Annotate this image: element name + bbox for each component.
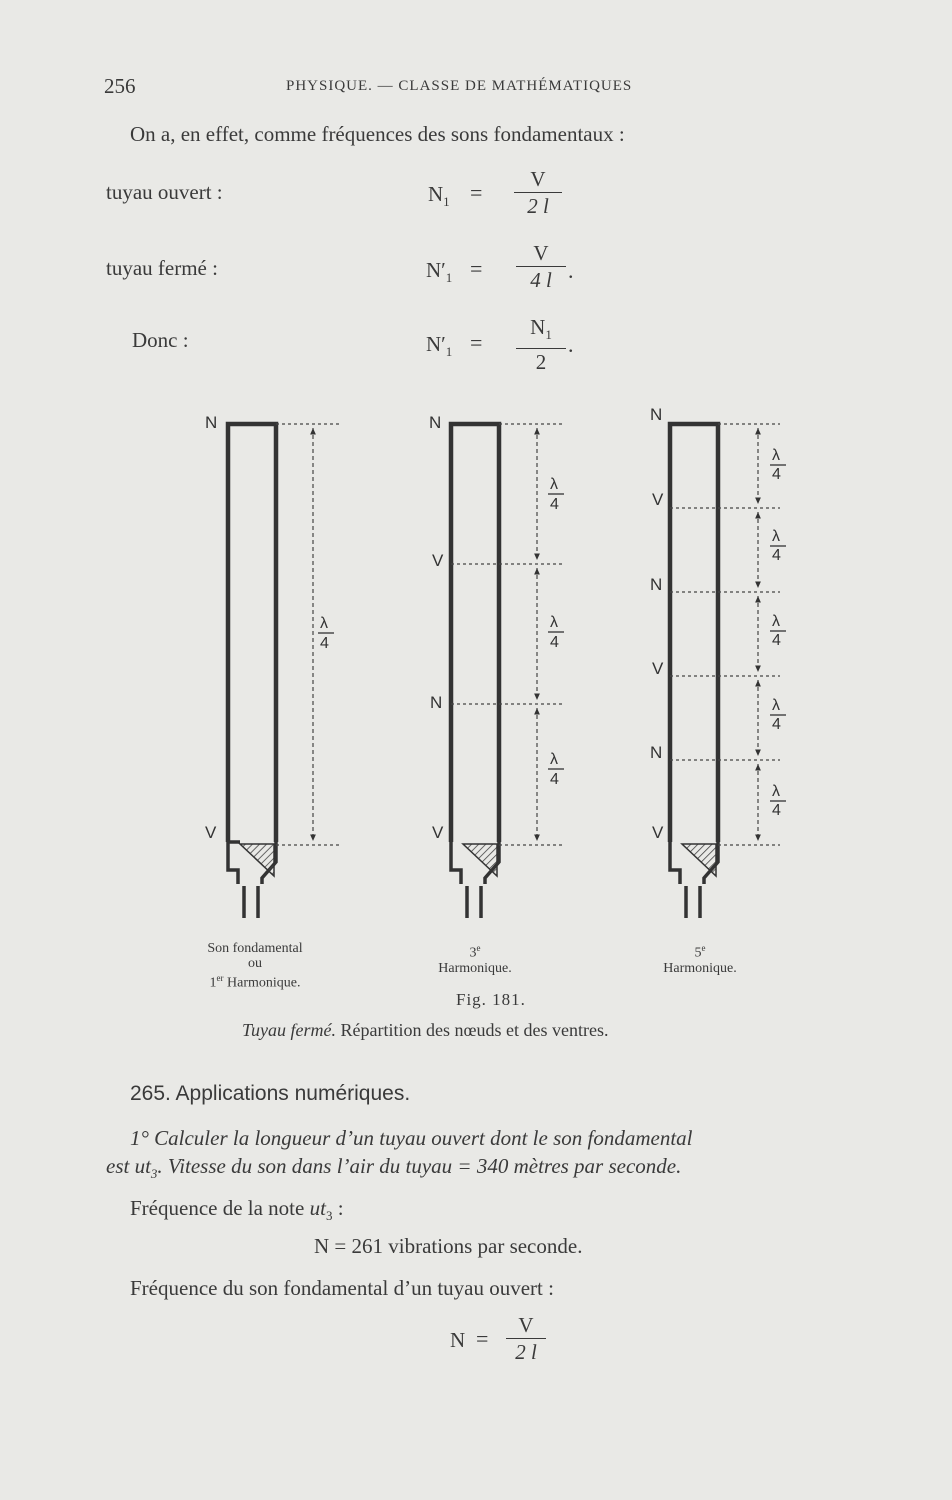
donc-denominator: 2	[535, 350, 547, 375]
antinode-label: V	[205, 823, 217, 842]
four-label: 4	[550, 634, 559, 651]
four-label: 4	[550, 496, 559, 513]
lambda-label: λ	[320, 615, 328, 632]
node-label: N	[650, 743, 663, 762]
closed-pipe-fraction	[516, 240, 566, 293]
antinode-label: V	[652, 490, 664, 509]
four-label: 4	[772, 716, 781, 733]
figure-number: Fig. 181.	[456, 990, 526, 1009]
final-denominator: 2 l	[515, 1340, 537, 1364]
donc-label: Donc :	[132, 328, 189, 352]
lambda-label: λ	[772, 697, 780, 714]
figure-181-diagram	[0, 395, 952, 935]
node-label: N	[650, 575, 663, 594]
page-number: 256	[104, 74, 136, 98]
open-pipe-lhs: $N_1$	[428, 182, 450, 210]
donc-period: .	[568, 332, 574, 357]
four-label: 4	[772, 466, 781, 483]
pipe3-caption: 5e Harmonique.	[663, 943, 737, 976]
lambda-label: λ	[550, 476, 558, 493]
four-label: 4	[550, 771, 559, 788]
antinode-label: V	[652, 659, 664, 678]
final-numerator: V	[518, 1313, 534, 1337]
node-label: N	[205, 413, 218, 432]
node-label: N	[430, 693, 443, 712]
open-pipe-denominator: 2 l	[527, 194, 549, 218]
node-label: N	[650, 405, 663, 424]
antinode-label: V	[432, 823, 444, 842]
final-lhs: N	[450, 1328, 466, 1352]
n-value-line: N = 261 vibrations par seconde.	[314, 1234, 583, 1258]
lambda-label: λ	[550, 751, 558, 768]
running-title: PHYSIQUE. — CLASSE DE MATHÉMATIQUES	[286, 78, 633, 94]
lambda-label: λ	[550, 614, 558, 631]
intro-line: On a, en effet, comme fréquences des sons fondamentaux :	[130, 122, 625, 146]
open-pipe-equals: =	[470, 180, 483, 205]
problem-line-2: est $ut_3$. Vitesse du son dans l’air du tuyau = 340 mètres par seconde.	[106, 1154, 682, 1182]
frequency-note-line: Fréquence de la note $ut_3$ :	[130, 1196, 344, 1224]
pipe1-caption: Son fondamental ou 1er Harmonique.	[207, 941, 303, 991]
lambda-label: λ	[772, 613, 780, 630]
donc-lhs: $N'_1$	[426, 332, 453, 360]
closed-pipe-equals: =	[470, 256, 483, 281]
final-equals: =	[476, 1326, 489, 1351]
antinode-label: V	[652, 823, 664, 842]
pipe-fifth-harmonic	[650, 405, 786, 918]
open-pipe-fraction	[514, 166, 562, 219]
pipe-third-harmonic	[429, 413, 564, 918]
final-fraction	[506, 1312, 546, 1365]
lambda-label: λ	[772, 528, 780, 545]
section-heading: 265. Applications numériques.	[130, 1082, 411, 1105]
donc-fraction	[516, 314, 566, 375]
pipe-fundamental	[205, 413, 340, 918]
antinode-label: V	[432, 551, 444, 570]
four-label: 4	[320, 635, 329, 652]
fundamental-open-line: Fréquence du son fondamental d’un tuyau ouvert :	[130, 1276, 554, 1300]
four-label: 4	[772, 632, 781, 649]
open-pipe-label: tuyau ouvert :	[106, 180, 223, 204]
closed-pipe-label: tuyau fermé :	[106, 256, 218, 280]
four-label: 4	[772, 802, 781, 819]
closed-pipe-numerator: V	[533, 241, 549, 265]
closed-pipe-lhs: $N'_1$	[426, 258, 453, 286]
lambda-label: λ	[772, 783, 780, 800]
pipe2-caption: 3e Harmonique.	[438, 943, 512, 976]
figure-caption: Tuyau fermé. Répartition des nœuds et des ventres.	[242, 1020, 609, 1040]
lambda-label: λ	[772, 447, 780, 464]
closed-pipe-period: .	[568, 258, 574, 283]
four-label: 4	[772, 547, 781, 564]
donc-equals: =	[470, 330, 483, 355]
node-label: N	[429, 413, 442, 432]
open-pipe-numerator: V	[530, 167, 546, 191]
closed-pipe-denominator: 4 l	[530, 268, 552, 292]
donc-numerator: $N_1$	[530, 315, 552, 343]
problem-line-1: 1° Calculer la longueur d’un tuyau ouvert dont le son fondamental	[130, 1126, 693, 1150]
